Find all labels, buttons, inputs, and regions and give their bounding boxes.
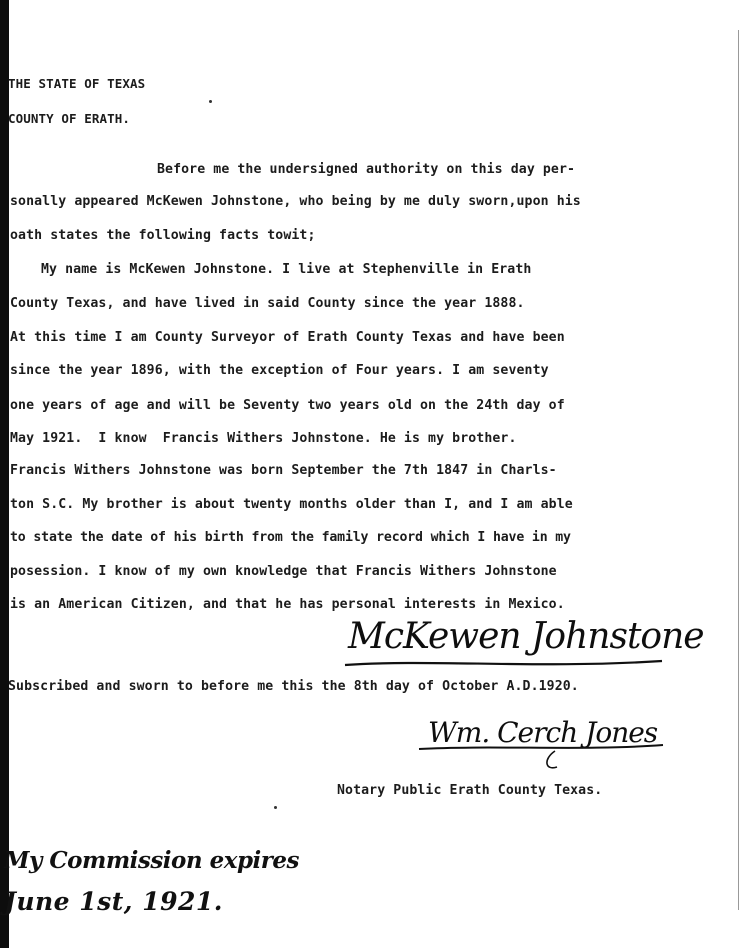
body-line: Before me the undersigned authority on this day per- [157, 162, 576, 177]
body-line: ton S.C. My brother is about twenty months older than I, and I am able [10, 497, 573, 512]
state-heading: THE STATE OF TEXAS [8, 76, 146, 91]
body-line: May 1921. I know Francis Withers Johnstone. He is my brother. [10, 431, 517, 446]
affiant-signature-underline [340, 655, 670, 675]
body-line: Francis Withers Johnstone was born September the 7th 1847 in Charls- [10, 463, 557, 478]
body-line: At this time I am County Surveyor of Erath County Texas and have been [10, 330, 565, 345]
body-line: to state the date of his birth from the family record which I have in my [10, 530, 571, 545]
body-line: County Texas, and have lived in said County since the year 1888. [10, 296, 525, 311]
notary-signature: Wm. Cerch Jones [428, 716, 658, 749]
body-line: since the year 1896, with the exception of Four years. I am seventy [10, 363, 549, 378]
body-line: is an American Citizen, and that he has personal interests in Mexico. [10, 597, 565, 612]
ink-speck [274, 806, 277, 809]
jurat-line: Subscribed and sworn to before me this the 8th day of October A.D.1920. [8, 679, 579, 694]
commission-note-line1: My Commission expires [4, 847, 299, 874]
body-line: one years of age and will be Seventy two years old on the 24th day of [10, 398, 565, 413]
body-line: oath states the following facts towit; [10, 228, 316, 243]
ink-speck [209, 100, 212, 103]
scan-left-edge [0, 0, 9, 948]
body-line: My name is McKewen Johnstone. I live at Stephenville in Erath [41, 262, 532, 277]
body-line: posession. I know of my own knowledge that Francis Withers Johnstone [10, 564, 557, 579]
commission-note-line2: June 1st, 1921. [4, 887, 223, 916]
body-line: sonally appeared McKewen Johnstone, who being by me duly sworn,upon his [10, 194, 581, 209]
notary-signature-flourish [415, 737, 675, 777]
notary-title: Notary Public Erath County Texas. [337, 783, 603, 798]
affiant-signature: McKewen Johnstone [348, 616, 704, 657]
scan-right-edge [738, 30, 739, 910]
county-heading: COUNTY OF ERATH. [8, 111, 131, 126]
